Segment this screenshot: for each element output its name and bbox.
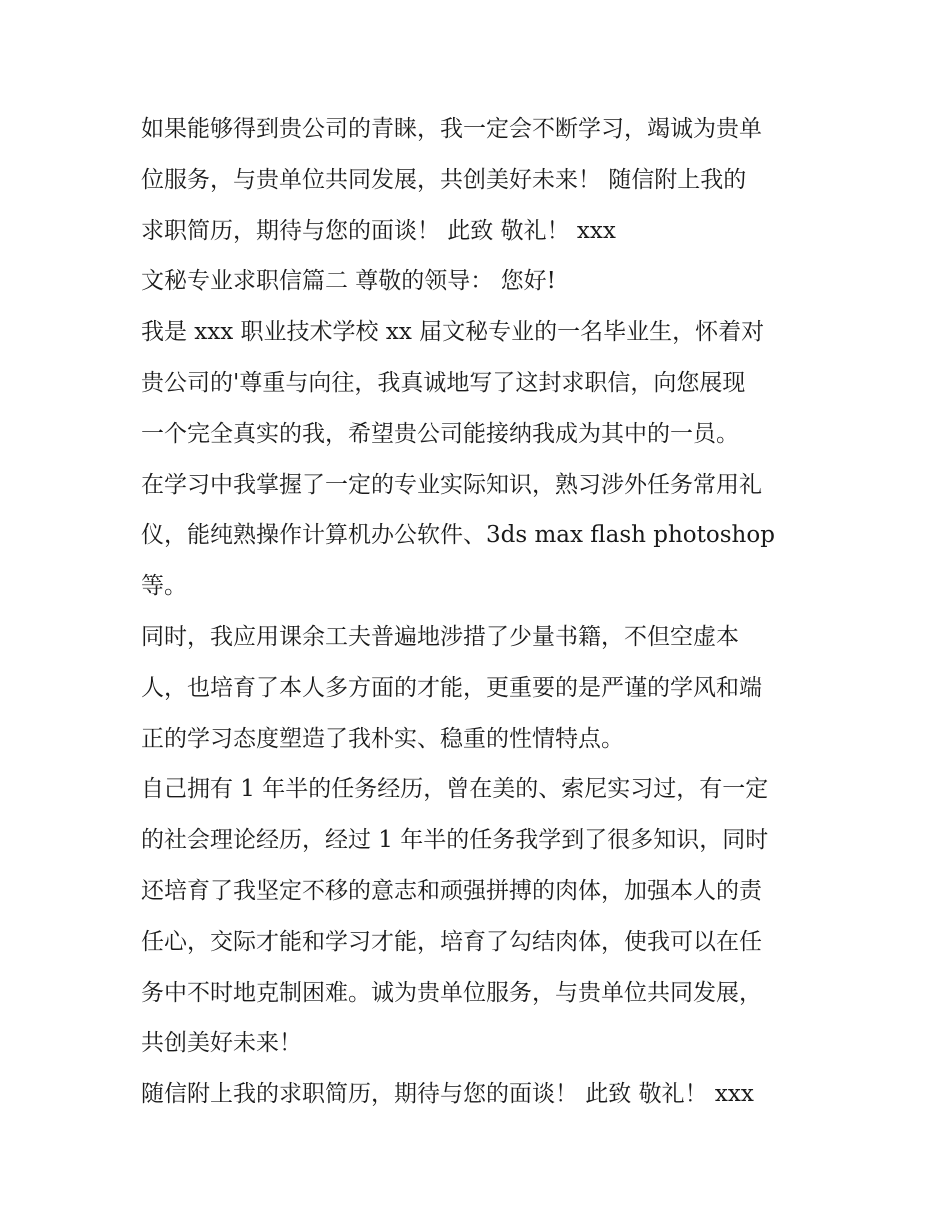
text-line: 共创美好未来！ [141, 1030, 302, 1057]
text-line: 在学习中我掌握了一定的专业实际知识，熟习涉外任务常用礼 [141, 471, 762, 498]
text-line: 贵公司的'尊重与向往，我真诚地写了这封求职信，向您展现 [141, 369, 746, 396]
text-line: 位服务，与贵单位共同发展，共创美好未来！ 随信附上我的 [141, 166, 747, 193]
text-line: 同时，我应用课余工夫普遍地涉措了少量书籍，不但空虚本 [141, 623, 739, 650]
text-line: 人，也培育了本人多方面的才能，更重要的是严谨的学风和端 [141, 674, 762, 701]
text-line: 等。 [141, 573, 187, 600]
section-heading: 文秘专业求职信篇二 尊敬的领导： 您好! [141, 268, 556, 295]
text-line: 随信附上我的求职简历，期待与您的面谈！ 此致 敬礼！ xxx [141, 1081, 754, 1108]
text-line: 正的学习态度塑造了我朴实、稳重的性情特点。 [141, 725, 624, 752]
text-line: 自己拥有 1 年半的任务经历，曾在美的、索尼实习过，有一定 [141, 776, 769, 803]
text-line: 求职简历，期待与您的面谈！ 此致 敬礼！ xxx [141, 217, 616, 244]
text-line: 务中不时地克制困难。诚为贵单位服务，与贵单位共同发展， [141, 979, 762, 1006]
text-line: 仪，能纯熟操作计算机办公软件、3ds max flash photoshop [141, 522, 775, 549]
text-line: 如果能够得到贵公司的青睐，我一定会不断学习，竭诚为贵单 [141, 116, 762, 142]
text-line: 任心，交际才能和学习才能，培育了勾结肉体，使我可以在任 [141, 928, 762, 955]
text-line: 的社会理论经历，经过 1 年半的任务我学到了很多知识，同时 [141, 827, 769, 854]
text-line: 一个完全真实的我，希望贵公司能接纳我成为其中的一员。 [141, 420, 739, 447]
document-body [141, 104, 821, 1120]
text-line: 还培育了我坚定不移的意志和顽强拼搏的肉体，加强本人的责 [141, 877, 762, 904]
text-line: 我是 xxx 职业技术学校 xx 届文秘专业的一名毕业生，怀着对 [141, 319, 765, 346]
